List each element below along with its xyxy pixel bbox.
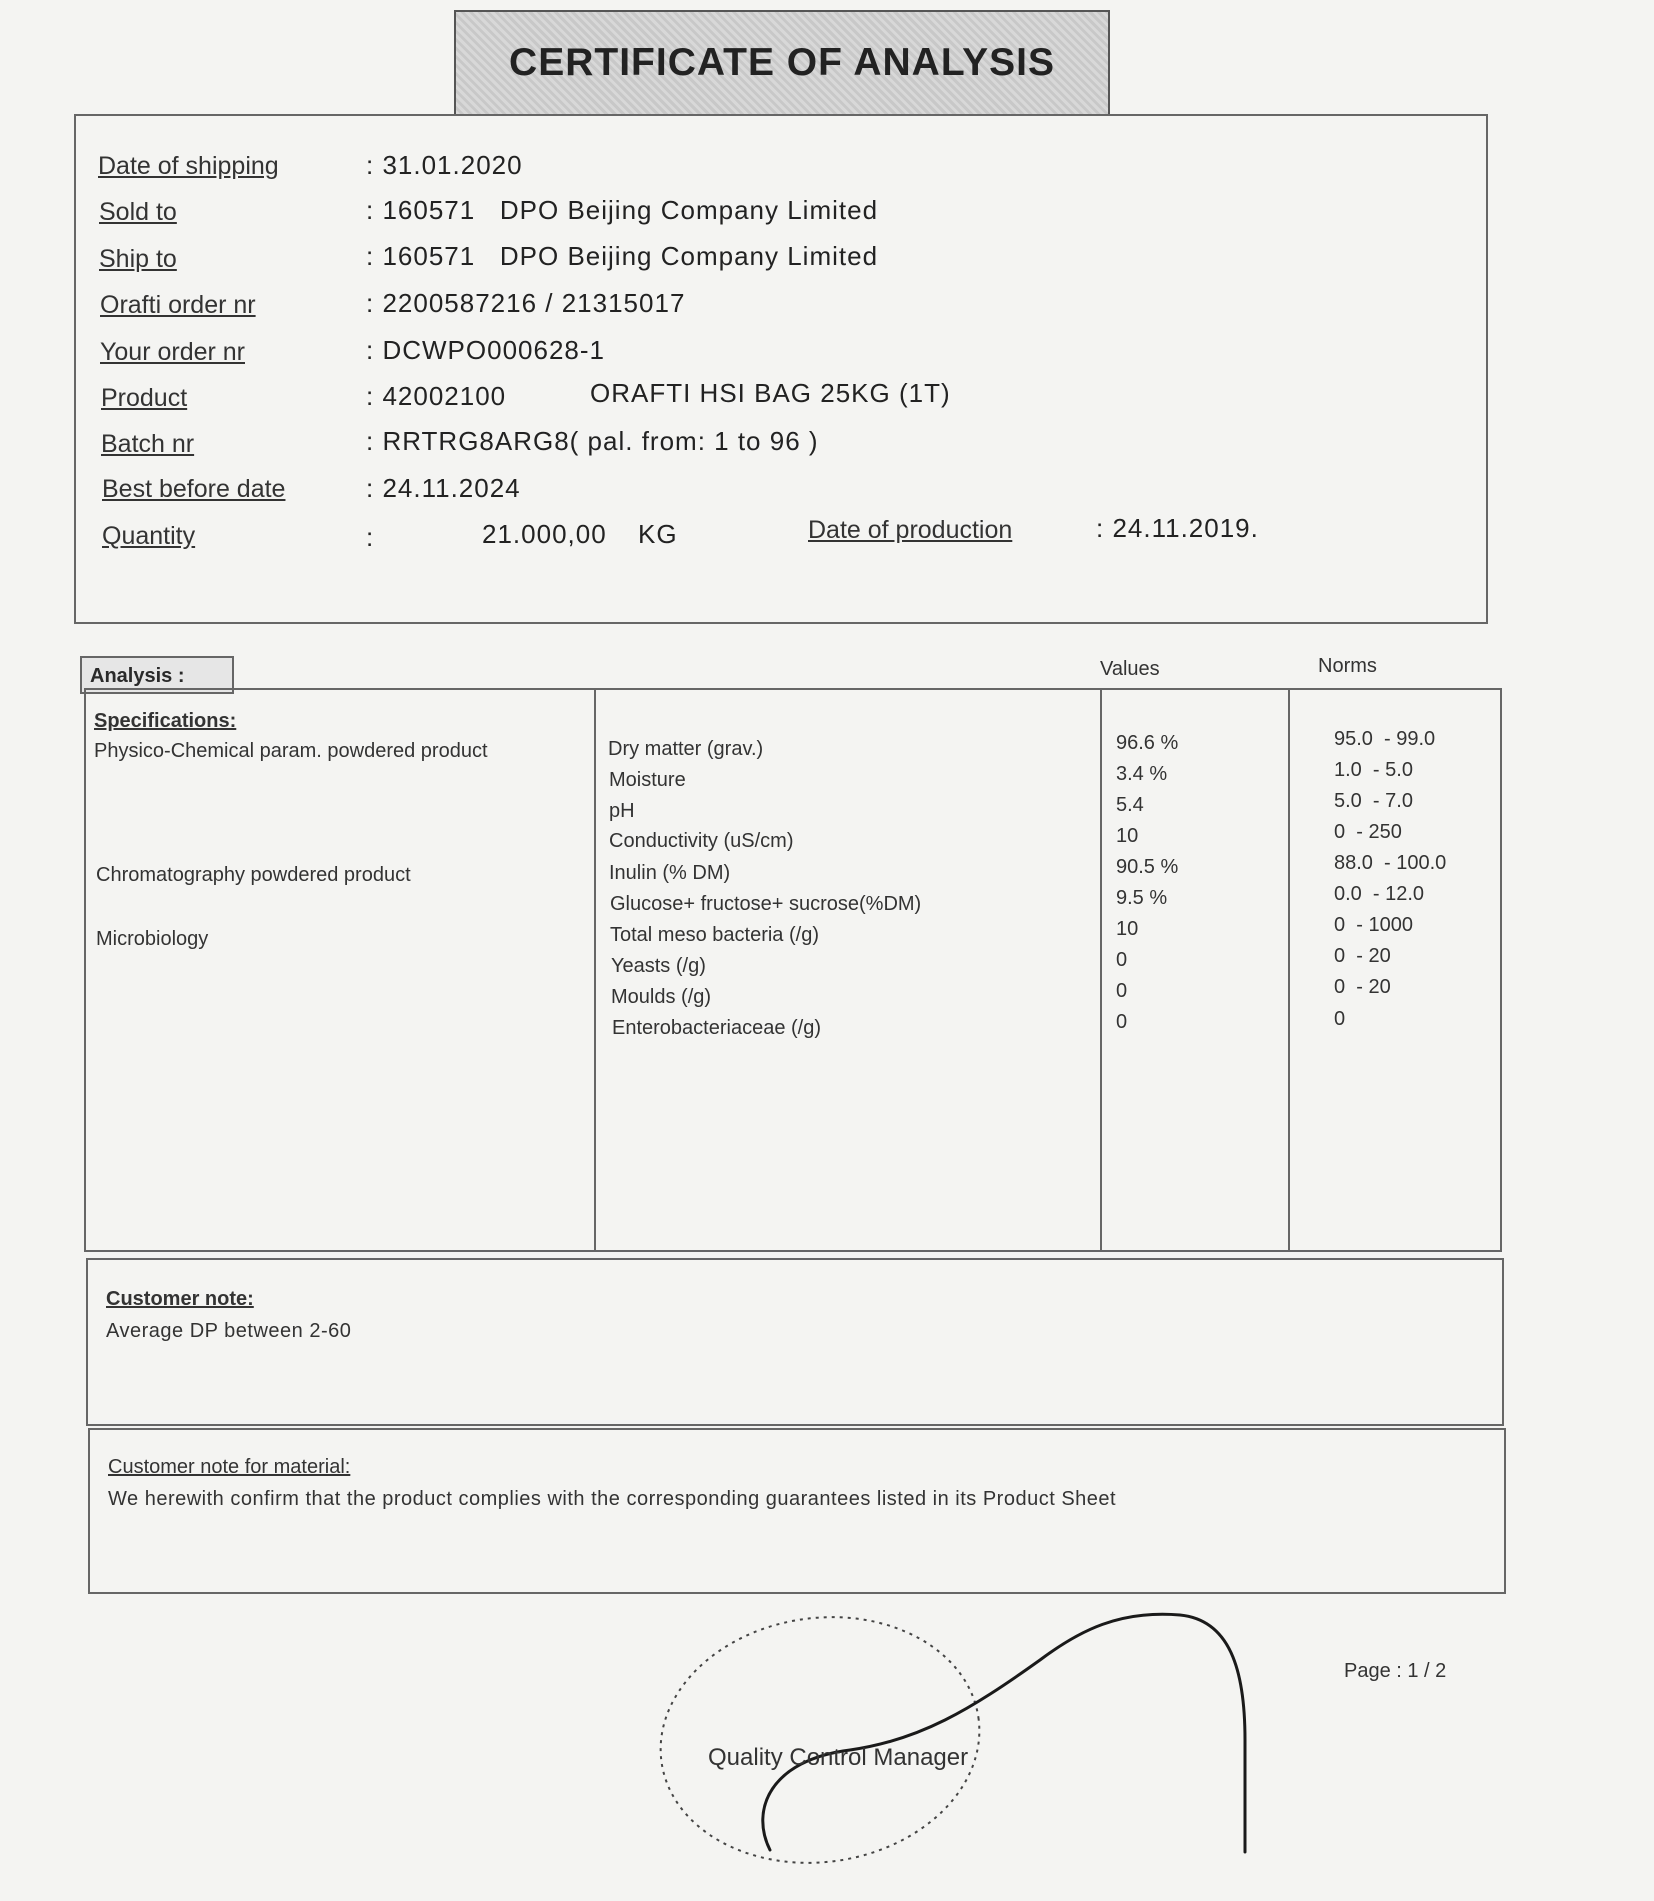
quantity-colon: : [366, 522, 375, 552]
sold-to-value: : 160571 DPO Beijing Company Limited [366, 195, 879, 225]
values-header: Values [1100, 658, 1160, 680]
orafti-order-label: Orafti order nr [100, 291, 256, 319]
batch-value: : RRTRG8ARG8( pal. from: 1 to 96 ) [366, 426, 819, 456]
column-divider [1100, 690, 1102, 1250]
param-enterobacteriaceae: Enterobacteriaceae (/g) [612, 1017, 822, 1039]
group-chromatography: Chromatography powdered product [96, 864, 411, 886]
param-inulin: Inulin (% DM) [609, 862, 731, 884]
product-label: Product [101, 384, 188, 412]
product-code: : 42002100 [366, 381, 507, 411]
customer-note-title: Customer note: [106, 1288, 254, 1310]
param-total-meso-bacteria: Total meso bacteria (/g) [610, 924, 819, 946]
quantity-amount: 21.000,00 [482, 519, 607, 549]
best-before-label: Best before date [102, 475, 286, 503]
specifications-label: Specifications: [94, 710, 237, 732]
customer-note-material-box [88, 1428, 1506, 1594]
value-conductivity: 10 [1116, 825, 1139, 847]
analysis-table [84, 688, 1502, 1252]
analysis-tab: Analysis : [80, 656, 234, 694]
sold-to-label: Sold to [99, 198, 177, 226]
ship-to-value: : 160571 DPO Beijing Company Limited [366, 241, 879, 271]
norm-conductivity: 0 - 250 [1334, 821, 1402, 843]
your-order-value: : DCWPO000628-1 [366, 335, 605, 365]
value-enterobacteriaceae: 0 [1116, 1011, 1128, 1033]
value-ph: 5.4 [1116, 794, 1144, 816]
signature-label: Quality Control Manager [708, 1744, 969, 1771]
param-conductivity: Conductivity (uS/cm) [609, 830, 794, 852]
quantity-label: Quantity [102, 522, 196, 550]
value-yeasts: 0 [1116, 949, 1128, 971]
norm-moisture: 1.0 - 5.0 [1334, 759, 1413, 781]
norms-header: Norms [1318, 655, 1377, 677]
value-glucose-fructose-sucrose: 9.5 % [1116, 887, 1168, 909]
customer-note-material-body: We herewith confirm that the product complies with the corresponding guarantees listed in its Product Sheet [108, 1488, 1117, 1510]
norm-yeasts: 0 - 20 [1334, 945, 1391, 967]
title-box [454, 10, 1110, 116]
your-order-label: Your order nr [100, 338, 245, 366]
column-divider [1288, 690, 1290, 1250]
header-box [74, 114, 1488, 624]
param-moulds: Moulds (/g) [611, 986, 712, 1008]
ship-to-label: Ship to [99, 245, 177, 273]
norm-enterobacteriaceae: 0 [1334, 1008, 1346, 1030]
value-inulin: 90.5 % [1116, 856, 1179, 878]
column-divider [594, 690, 596, 1250]
best-before-value: : 24.11.2024 [366, 473, 521, 503]
norm-inulin: 88.0 - 100.0 [1334, 852, 1447, 874]
value-dry-matter: 96.6 % [1116, 732, 1179, 754]
value-moisture: 3.4 % [1116, 763, 1168, 785]
quantity-unit: KG [638, 519, 678, 549]
group-microbiology: Microbiology [96, 928, 209, 950]
param-glucose-fructose-sucrose: Glucose+ fructose+ sucrose(%DM) [610, 893, 922, 915]
page-number: Page : 1 / 2 [1344, 1660, 1447, 1682]
param-yeasts: Yeasts (/g) [611, 955, 706, 977]
signature-icon [640, 1590, 1260, 1870]
norm-ph: 5.0 - 7.0 [1334, 790, 1413, 812]
batch-label: Batch nr [101, 430, 195, 458]
customer-note-material-title: Customer note for material: [108, 1456, 351, 1478]
date-of-production-label: Date of production [808, 516, 1013, 544]
orafti-order-value: : 2200587216 / 21315017 [366, 288, 686, 318]
value-total-meso-bacteria: 10 [1116, 918, 1139, 940]
product-name: ORAFTI HSI BAG 25KG (1T) [590, 378, 951, 408]
norm-dry-matter: 95.0 - 99.0 [1334, 728, 1436, 750]
norm-glucose-fructose-sucrose: 0.0 - 12.0 [1334, 883, 1425, 905]
date-of-production-value: : 24.11.2019. [1096, 513, 1259, 543]
date-of-shipping-label: Date of shipping [98, 152, 279, 180]
norm-total-meso-bacteria: 0 - 1000 [1334, 914, 1413, 936]
date-of-shipping-value: : 31.01.2020 [366, 150, 523, 180]
param-ph: pH [609, 800, 635, 822]
value-moulds: 0 [1116, 980, 1128, 1002]
norm-moulds: 0 - 20 [1334, 976, 1391, 998]
group-physico-chemical: Physico-Chemical param. powdered product [94, 740, 488, 762]
document-title: CERTIFICATE OF ANALYSIS [509, 41, 1055, 84]
param-moisture: Moisture [609, 769, 686, 791]
param-dry-matter: Dry matter (grav.) [608, 738, 764, 760]
customer-note-body: Average DP between 2-60 [106, 1320, 352, 1342]
